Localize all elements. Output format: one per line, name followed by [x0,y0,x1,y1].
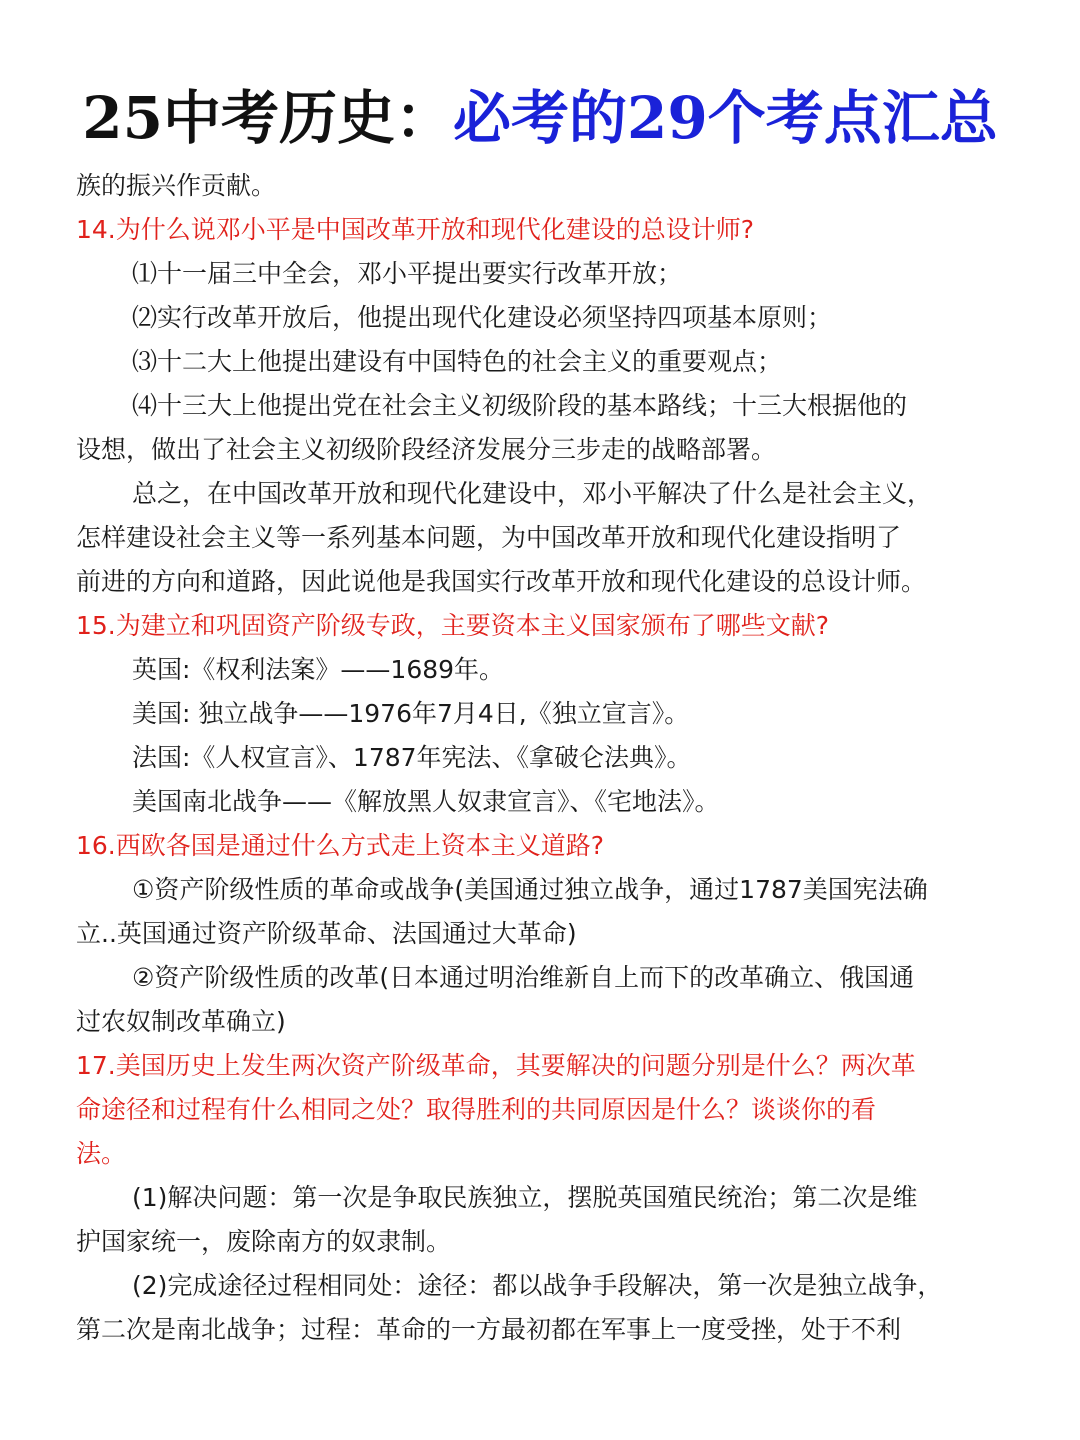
question-heading-17: 17.美国历史上发生两次资产阶级革命，其要解决的问题分别是什么？两次革 [76,1051,916,1080]
answer-item: 法国:《人权宣言》、1787年宪法、《拿破仑法典》。 [132,743,692,772]
title-prefix: 25中考历史： [82,84,453,152]
answer-item: ⑴十一届三中全会，邓小平提出要实行改革开放； [132,259,683,288]
document-body [76,164,1016,1352]
question-heading-17-cont: 命途径和过程有什么相同之处？取得胜利的共同原因是什么？谈谈你的看 [76,1095,877,1124]
answer-item: 总之，在中国改革开放和现代化建设中，邓小平解决了什么是社会主义， [132,479,933,508]
answer-item: ⑷十三大上他提出党在社会主义初级阶段的基本路线；十三大根据他的 [132,391,908,420]
answer-item: (2)完成途径过程相同处：途径：都以战争手段解决，第一次是独立战争， [132,1271,943,1300]
page-title [0,78,1080,158]
text-line: 护国家统一，废除南方的奴隶制。 [76,1227,452,1256]
question-heading-14: 14.为什么说邓小平是中国改革开放和现代化建设的总设计师? [76,215,755,244]
text-line: 过农奴制改革确立) [76,1007,286,1036]
answer-item: ②资产阶级性质的改革(日本通过明治维新自上而下的改革确立、俄国通 [132,963,915,992]
answer-item: ⑵实行改革开放后，他提出现代化建设必须坚持四项基本原则； [132,303,833,332]
text-line: 前进的方向和道路，因此说他是我国实行改革开放和现代化建设的总设计师。 [76,567,927,596]
question-heading-15: 15.为建立和巩固资产阶级专政，主要资本主义国家颁布了哪些文献? [76,611,830,640]
title-highlight: 必考的29个考点汇总 [453,84,998,152]
answer-item: ①资产阶级性质的革命或战争(美国通过独立战争，通过1787美国宪法确 [132,875,928,904]
answer-item: 美国: 独立战争——1976年7月4日,《独立宣言》。 [132,699,690,728]
text-line: 怎样建设社会主义等一系列基本问题，为中国改革开放和现代化建设指明了 [76,523,902,552]
question-heading-16: 16.西欧各国是通过什么方式走上资本主义道路? [76,831,605,860]
text-line: 设想，做出了社会主义初级阶段经济发展分三步走的战略部署。 [76,435,777,464]
answer-item: (1)解决问题：第一次是争取民族独立，摆脱英国殖民统治；第二次是维 [132,1183,918,1212]
answer-item: ⑶十二大上他提出建设有中国特色的社会主义的重要观点； [132,347,783,376]
answer-item: 英国:《权利法案》——1689年。 [132,655,505,684]
text-line: 立..英国通过资产阶级革命、法国通过大革命) [76,919,577,948]
answer-item: 美国南北战争——《解放黑人奴隶宣言》、《宅地法》。 [132,787,720,816]
text-line: 第二次是南北战争；过程：革命的一方最初都在军事上一度受挫，处于不利 [76,1315,902,1344]
text-line: 族的振兴作贡献。 [76,171,277,200]
question-heading-17-cont: 法。 [76,1139,127,1168]
